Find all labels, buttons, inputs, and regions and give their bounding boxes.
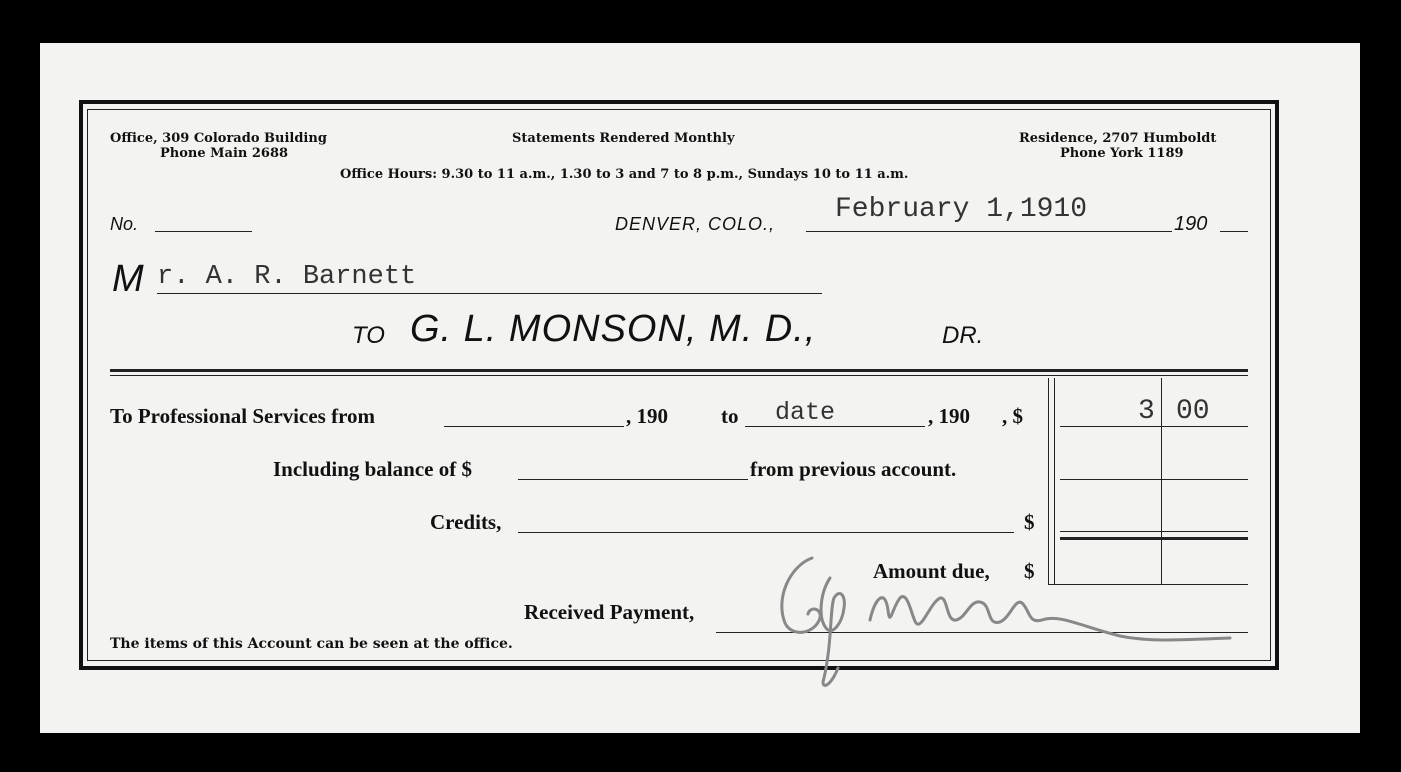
divider-bottom [110, 375, 1248, 376]
balance-line [518, 479, 748, 480]
date-value: February 1,1910 [835, 194, 1088, 225]
services-label: To Professional Services from [110, 404, 376, 428]
amount-row-3 [1060, 531, 1248, 532]
year-line [1220, 231, 1248, 232]
doctor-name: G. L. MONSON, M. D., [410, 308, 817, 350]
residence-phone: Phone York 1189 [1060, 146, 1184, 161]
amount-row-3-double [1060, 537, 1248, 540]
credits-currency: $ [1024, 510, 1035, 534]
number-label: No. [110, 214, 139, 234]
addressee-name: r. A. R. Barnett [157, 262, 417, 292]
office-phone: Phone Main 2688 [160, 146, 289, 161]
office-hours: Office Hours: 9.30 to 11 a.m., 1.30 to 3 and 7 to 8 p.m., Sundays 10 to 11 a.m. [340, 167, 909, 182]
year-prefix: 190 [1174, 213, 1208, 235]
services-year-1: , 190 [626, 404, 668, 428]
services-currency: , $ [1002, 404, 1023, 428]
amount-row-2 [1060, 479, 1248, 480]
amount-due-currency: $ [1024, 559, 1035, 583]
divider-top [110, 369, 1248, 372]
addressee-prefix: M [112, 258, 144, 300]
payment-label: Received Payment, [524, 600, 695, 624]
office-address: Office, 309 Colorado Building [110, 131, 327, 146]
addressee-line [157, 293, 822, 294]
footer-note: The items of this Account can be seen at the office. [110, 636, 513, 652]
residence-address: Residence, 2707 Humboldt [1019, 131, 1217, 146]
amount-cents: 00 [1176, 396, 1210, 427]
amount-due-label: Amount due, [873, 559, 990, 583]
services-from-line [444, 426, 624, 427]
date-line [806, 231, 1172, 232]
services-year-2: , 190 [928, 404, 970, 428]
balance-label: Including balance of $ [273, 457, 472, 481]
amount-dollars: 3 [1138, 396, 1155, 427]
services-to-value: date [775, 398, 836, 427]
dr-label: DR. [942, 322, 984, 349]
statements-note: Statements Rendered Monthly [512, 131, 735, 146]
credits-label: Credits, [430, 510, 502, 534]
credits-line [518, 532, 1014, 533]
to-label: TO [352, 322, 385, 349]
services-to-label: to [721, 404, 739, 428]
balance-suffix: from previous account. [750, 457, 957, 481]
signature [760, 548, 1240, 698]
number-line [155, 231, 252, 232]
city-label: DENVER, COLO., [615, 214, 776, 234]
